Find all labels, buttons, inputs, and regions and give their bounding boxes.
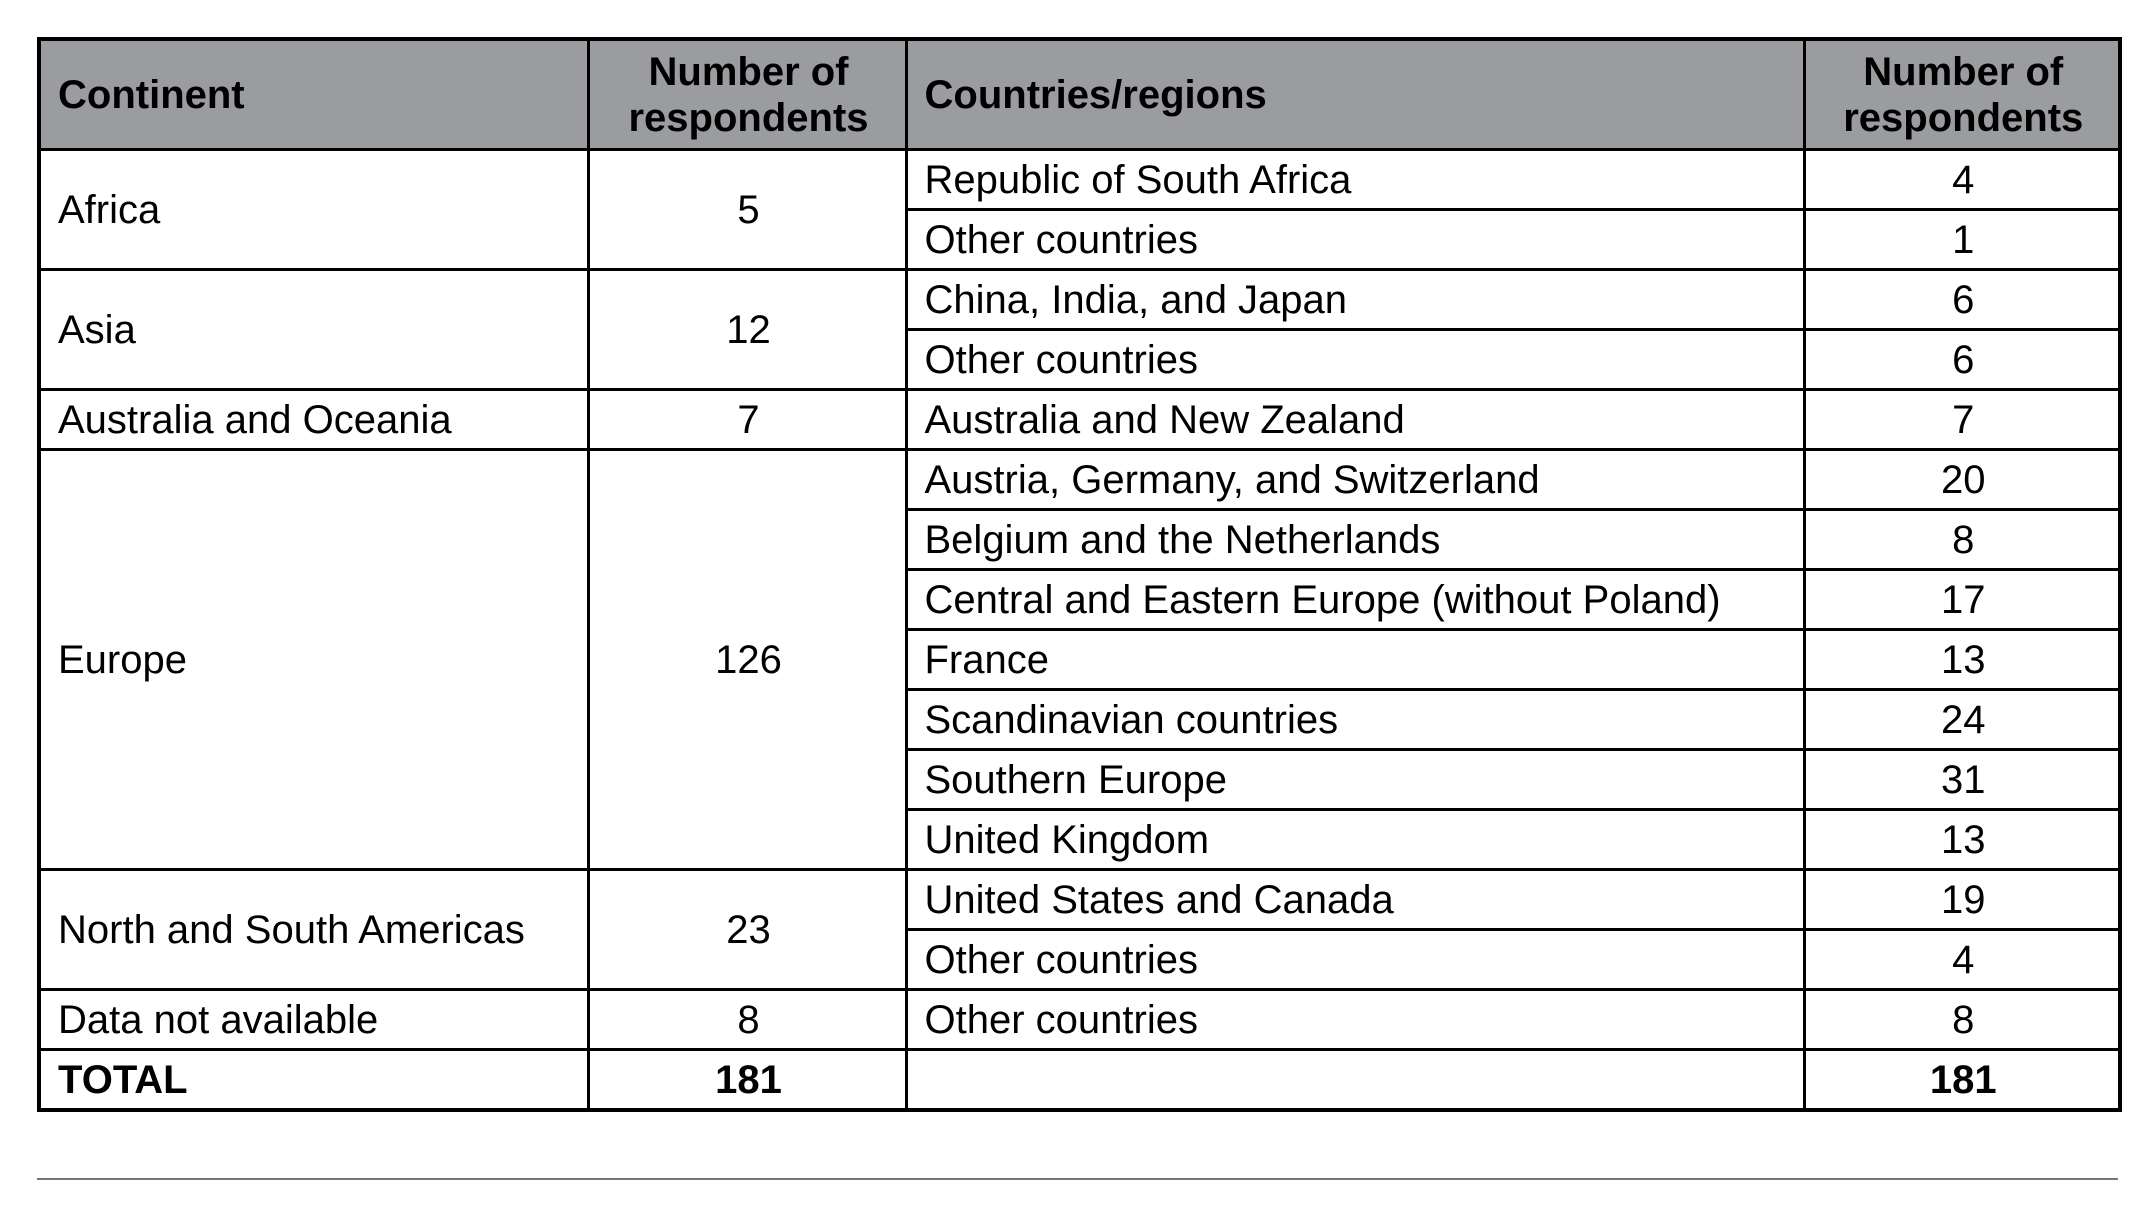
total-label: TOTAL: [39, 1050, 588, 1111]
total-region-count: 181: [1804, 1050, 2120, 1111]
region-count-cell: 6: [1804, 270, 2120, 330]
region-count-cell: 17: [1804, 570, 2120, 630]
continent-count-cell: 5: [588, 150, 906, 270]
header-continent: Continent: [39, 39, 588, 150]
respondents-table: [37, 37, 2122, 1112]
table-row: [39, 990, 2120, 1050]
region-count-cell: 7: [1804, 390, 2120, 450]
table-body: [39, 150, 2120, 1111]
region-cell: Republic of South Africa: [906, 150, 1804, 210]
continent-count-cell: 23: [588, 870, 906, 990]
table-header: [39, 39, 2120, 150]
region-cell: United Kingdom: [906, 810, 1804, 870]
region-cell: Central and Eastern Europe (without Poland): [906, 570, 1804, 630]
continent-cell: Africa: [39, 150, 588, 270]
continent-count-cell: 8: [588, 990, 906, 1050]
header-continent-count: Number of respondents: [588, 39, 906, 150]
region-count-cell: 20: [1804, 450, 2120, 510]
header-region-count: Number of respondents: [1804, 39, 2120, 150]
region-cell: China, India, and Japan: [906, 270, 1804, 330]
region-count-cell: 4: [1804, 930, 2120, 990]
total-row: [39, 1050, 2120, 1111]
region-cell: Australia and New Zealand: [906, 390, 1804, 450]
region-count-cell: 13: [1804, 630, 2120, 690]
region-cell: Other countries: [906, 990, 1804, 1050]
region-cell: Southern Europe: [906, 750, 1804, 810]
header-regions: Countries/regions: [906, 39, 1804, 150]
header-row: [39, 39, 2120, 150]
region-count-cell: 19: [1804, 870, 2120, 930]
continent-count-cell: 7: [588, 390, 906, 450]
table-bottom-rule: [37, 1178, 2118, 1180]
region-cell: United States and Canada: [906, 870, 1804, 930]
continent-cell: Data not available: [39, 990, 588, 1050]
table-row: [39, 450, 2120, 510]
region-count-cell: 1: [1804, 210, 2120, 270]
table-row: [39, 150, 2120, 210]
region-count-cell: 4: [1804, 150, 2120, 210]
table-row: [39, 870, 2120, 930]
region-count-cell: 6: [1804, 330, 2120, 390]
region-cell: Other countries: [906, 210, 1804, 270]
table-row: [39, 390, 2120, 450]
region-count-cell: 24: [1804, 690, 2120, 750]
region-count-cell: 31: [1804, 750, 2120, 810]
continent-count-cell: 126: [588, 450, 906, 870]
region-cell: Other countries: [906, 930, 1804, 990]
continent-cell: Australia and Oceania: [39, 390, 588, 450]
region-cell: Belgium and the Netherlands: [906, 510, 1804, 570]
continent-cell: Asia: [39, 270, 588, 390]
region-count-cell: 13: [1804, 810, 2120, 870]
continent-count-cell: 12: [588, 270, 906, 390]
continent-cell: Europe: [39, 450, 588, 870]
region-count-cell: 8: [1804, 990, 2120, 1050]
table-row: [39, 270, 2120, 330]
region-cell: Scandinavian countries: [906, 690, 1804, 750]
total-region: [906, 1050, 1804, 1111]
region-cell: France: [906, 630, 1804, 690]
continent-cell: North and South Americas: [39, 870, 588, 990]
region-cell: Other countries: [906, 330, 1804, 390]
region-cell: Austria, Germany, and Switzerland: [906, 450, 1804, 510]
total-continent-count: 181: [588, 1050, 906, 1111]
region-count-cell: 8: [1804, 510, 2120, 570]
